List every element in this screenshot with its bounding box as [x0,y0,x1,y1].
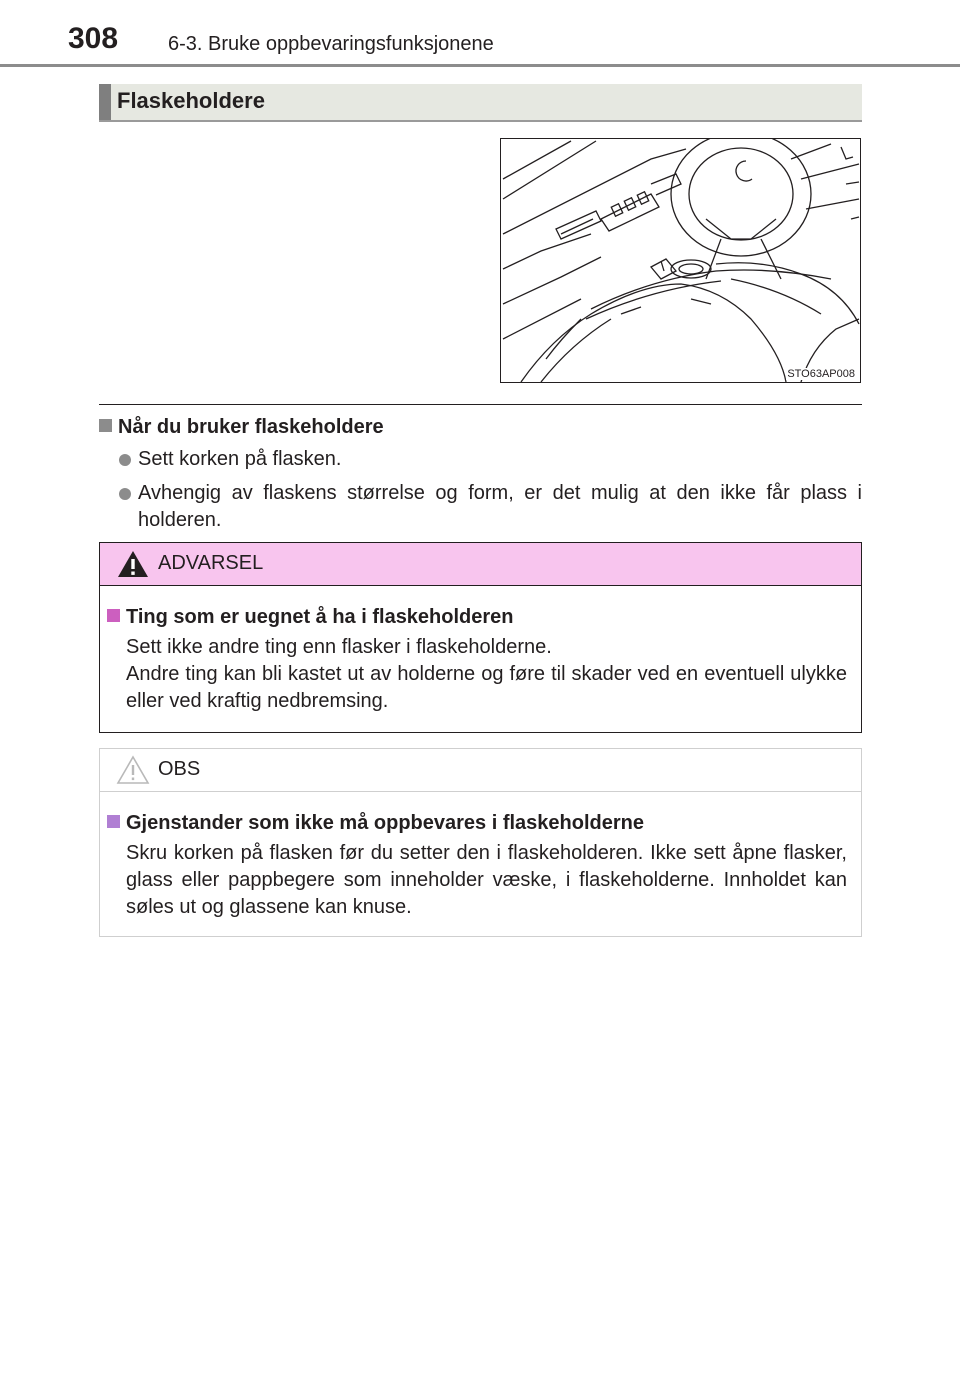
notice-heading [107,810,847,837]
notice-label: OBS [158,758,201,780]
round-bullet-icon [119,454,131,466]
notice-paragraph: Skru korken på flasken før du setter den i flaskeholderen. Ikke sett åpne flasker, glass eller pappbegere som inneholder væske, i flaskeholderne. Innholdet kan søles ut og glassene kan knuse. [126,842,847,918]
figure-code: STO63AP008 [787,368,855,380]
section-divider [99,404,862,405]
warning-heading-text: Ting som er uegnet å ha i flaskeholderen [126,606,514,628]
warning-header [100,543,861,586]
page-header [0,0,960,70]
car-interior-illustration [501,139,861,383]
section-title: Flaskeholdere [117,88,265,113]
warning-triangle-icon [116,549,150,579]
notice-triangle-icon [116,755,150,785]
notice-text [107,840,847,921]
list-item [99,446,862,473]
warning-line: Sett ikke andre ting enn flasker i flaskeholderne. [126,636,552,658]
notice-heading-text: Gjenstander som ikke må oppbevares i flaskeholderne [126,812,644,834]
warning-heading [107,604,847,631]
bullet-text: Sett korken på flasken. [138,448,342,470]
square-bullet-icon [107,609,120,622]
usage-heading-text: Når du bruker flaskeholdere [118,416,384,438]
header-rule [0,64,960,67]
section-title-bar [99,84,862,122]
warning-text [107,634,847,715]
warning-label: ADVARSEL [158,552,264,574]
round-bullet-icon [119,488,131,500]
notice-body [100,792,861,921]
square-bullet-icon [99,419,112,432]
usage-heading [99,416,384,439]
page-number: 308 [68,22,119,55]
bullet-text: Avhengig av flaskens størrelse og form, er det mulig at den ikke får plass i holderen. [138,482,862,531]
usage-bullets [99,446,862,541]
square-bullet-icon [107,815,120,828]
list-item [99,480,862,534]
notice-box [99,748,862,937]
car-interior-figure [500,138,861,383]
section-title-accent [99,84,111,120]
notice-header [100,749,861,792]
warning-line: Andre ting kan bli kastet ut av holderne og føre til skader ved en eventuell ulykke eller ved kraftig nedbremsing. [126,663,847,712]
warning-body [100,586,861,715]
chapter-title: 6-3. Bruke oppbevaringsfunksjonene [168,33,494,55]
warning-box [99,542,862,733]
